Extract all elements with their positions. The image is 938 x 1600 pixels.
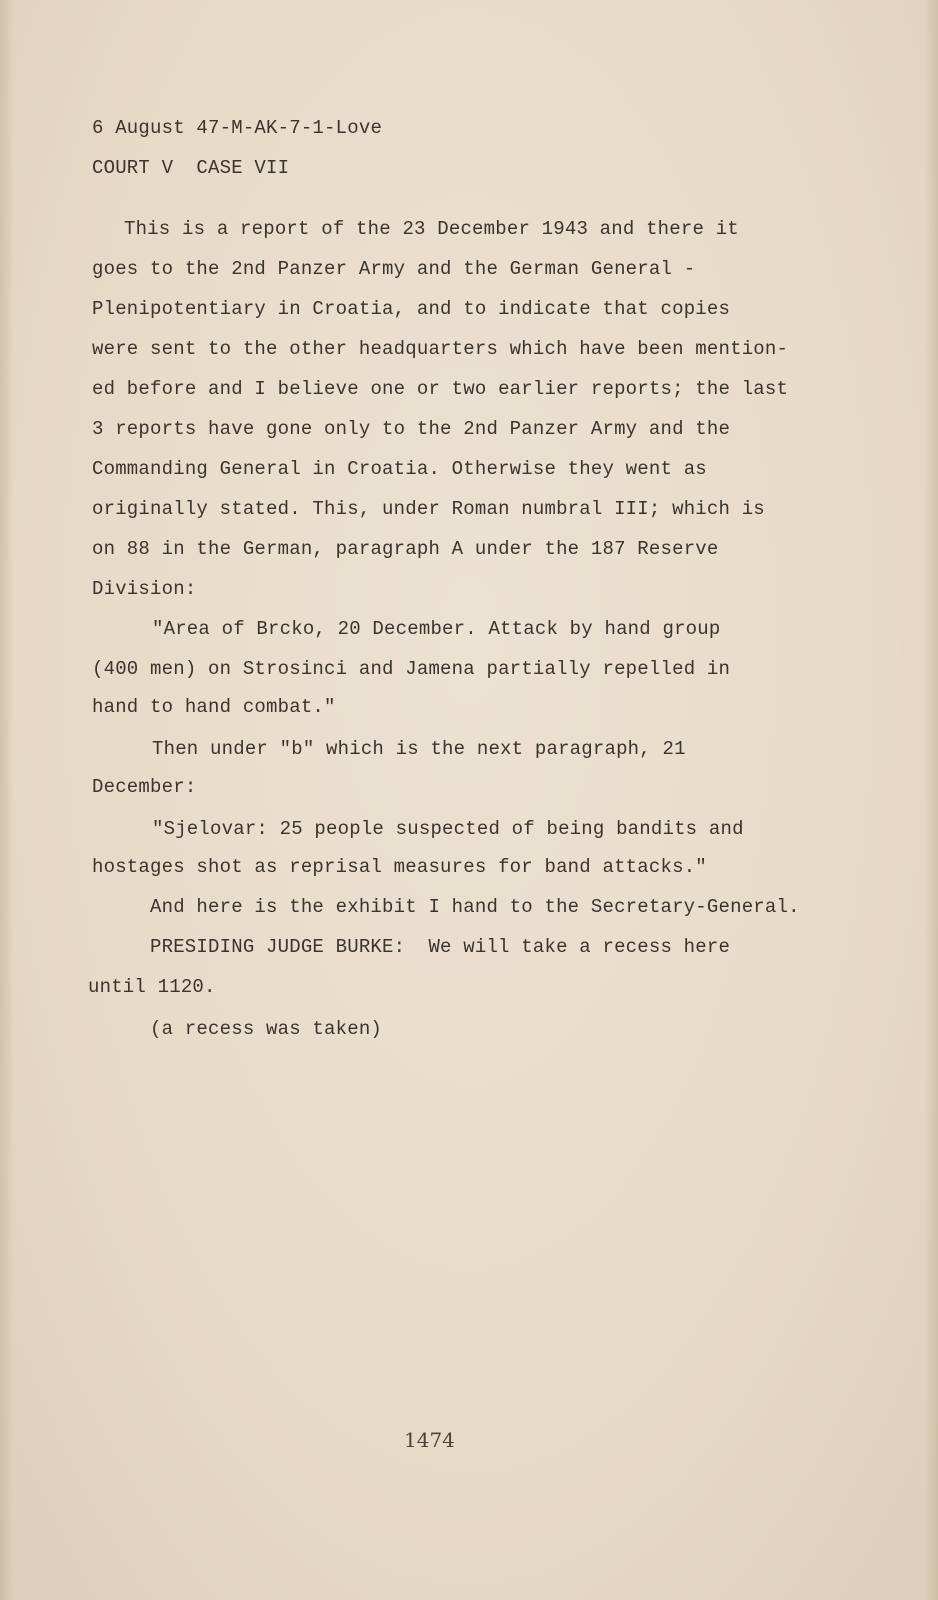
header-court-case: COURT V CASE VII	[92, 157, 290, 179]
page-edge-left	[0, 0, 14, 1600]
quote-line: "Sjelovar: 25 people suspected of being bandits and	[152, 818, 744, 840]
transcript-line: ed before and I believe one or two earlier reports; the last	[92, 378, 789, 400]
transcript-line: Then under "b" which is the next paragraph, 21	[152, 738, 686, 760]
quote-line: (400 men) on Strosinci and Jamena partially repelled in	[92, 658, 731, 680]
transcript-line: This is a report of the 23 December 1943 and there it	[124, 218, 739, 240]
quote-line: hostages shot as reprisal measures for band attacks."	[92, 856, 707, 878]
recess-note: (a recess was taken)	[150, 1018, 383, 1040]
page-number: 1474	[404, 1428, 455, 1452]
transcript-line: Commanding General in Croatia. Otherwise they went as	[92, 458, 707, 480]
transcript-line: 3 reports have gone only to the 2nd Panzer Army and the	[92, 418, 731, 440]
transcript-line: were sent to the other headquarters which have been mention-	[92, 338, 789, 360]
page-edge-right	[924, 0, 938, 1600]
speaker-line: PRESIDING JUDGE BURKE: We will take a recess here	[150, 936, 731, 958]
transcript-line: And here is the exhibit I hand to the Secretary-General.	[150, 896, 800, 918]
transcript-line: originally stated. This, under Roman numbral III; which is	[92, 498, 765, 520]
transcript-line: Plenipotentiary in Croatia, and to indicate that copies	[92, 298, 731, 320]
transcript-line: December:	[92, 776, 197, 798]
transcript-line: goes to the 2nd Panzer Army and the German General -	[92, 258, 696, 280]
header-date-code: 6 August 47-M-AK-7-1-Love	[92, 117, 383, 139]
transcript-line: Division:	[92, 578, 197, 600]
transcript-line: on 88 in the German, paragraph A under the 187 Reserve	[92, 538, 719, 560]
quote-line: hand to hand combat."	[92, 696, 336, 718]
transcript-line: until 1120.	[88, 976, 216, 998]
quote-line: "Area of Brcko, 20 December. Attack by hand group	[152, 618, 721, 640]
